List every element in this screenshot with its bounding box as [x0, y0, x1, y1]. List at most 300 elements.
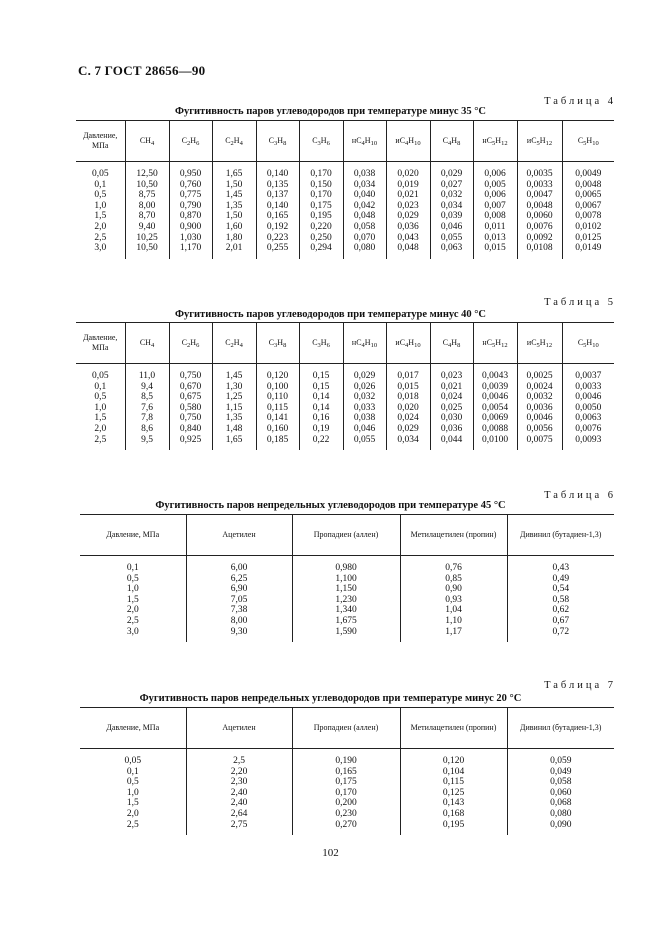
value-cell: 0,0048 [517, 201, 562, 212]
col-ch4: $CH_4$ [125, 323, 169, 364]
value-cell: 0,058 [507, 777, 614, 788]
value-cell: 10,50 [125, 180, 169, 191]
value-cell: 0,0063 [562, 413, 614, 424]
value-cell: 0,020 [386, 169, 430, 180]
col-acetylene: Ацетилен [186, 515, 292, 556]
table-7-label: Таблица 7 [544, 680, 616, 691]
value-cell: 0,024 [430, 392, 473, 403]
value-cell: 0,039 [430, 211, 473, 222]
value-cell: 0,068 [507, 798, 614, 809]
value-cell: 0,0054 [473, 403, 517, 414]
value-cell: 0,168 [400, 809, 507, 820]
value-cell: 0,032 [430, 190, 473, 201]
value-cell: 1,675 [292, 616, 400, 627]
value-cell: 0,0046 [517, 413, 562, 424]
pressure-cell: 0,05 [124, 756, 142, 766]
table-row [80, 777, 614, 788]
table-6-label: Таблица 6 [544, 490, 616, 501]
value-cell: 8,70 [125, 211, 169, 222]
col-pressure: Давление, МПа [76, 323, 125, 364]
value-cell: 0,19 [299, 424, 343, 435]
value-cell: 0,0025 [517, 371, 562, 382]
value-cell: 0,027 [430, 180, 473, 191]
value-cell: 9,5 [125, 435, 169, 451]
table-row [76, 169, 614, 180]
value-cell: 0,015 [473, 243, 517, 259]
pressure-cell: 0,1 [94, 179, 107, 190]
col-pressure: Давление, МПа [80, 515, 186, 556]
table-4 [76, 120, 614, 259]
value-cell: 0,195 [299, 211, 343, 222]
value-cell: 0,043 [386, 233, 430, 244]
value-cell: 0,024 [386, 413, 430, 424]
value-cell: 0,200 [292, 798, 400, 809]
value-cell: 1,80 [212, 233, 256, 244]
value-cell: 0,0075 [517, 435, 562, 451]
value-cell: 0,76 [400, 563, 507, 574]
table-row [80, 767, 614, 778]
pressure-cell: 1,5 [94, 211, 107, 222]
value-cell: 0,125 [400, 788, 507, 799]
value-cell: 0,0050 [562, 403, 614, 414]
value-cell: 0,058 [343, 222, 386, 233]
pressure-cell: 2,5 [94, 434, 107, 445]
value-cell: 0,165 [292, 767, 400, 778]
value-cell: 0,055 [430, 233, 473, 244]
pressure-cell: 3,0 [126, 626, 139, 637]
value-cell: 0,580 [169, 403, 212, 414]
value-cell: 0,0076 [562, 424, 614, 435]
value-cell: 0,0125 [562, 233, 614, 244]
table-row [76, 201, 614, 212]
table-5-label: Таблица 5 [544, 297, 616, 308]
value-cell: 0,0102 [562, 222, 614, 233]
table-row [80, 798, 614, 809]
value-cell: 0,0047 [517, 190, 562, 201]
value-cell: 0,14 [299, 392, 343, 403]
table-row [76, 190, 614, 201]
table-row [76, 222, 614, 233]
col-divinyl: Дивинил (бутадиен-1,3) [507, 708, 614, 749]
value-cell: 9,4 [125, 382, 169, 393]
pressure-cell: 1,0 [126, 787, 139, 798]
value-cell: 0,950 [169, 169, 212, 180]
value-cell: 0,140 [256, 169, 299, 180]
value-cell: 1,48 [212, 424, 256, 435]
value-cell: 0,100 [256, 382, 299, 393]
value-cell: 1,590 [292, 627, 400, 643]
value-cell: 1,170 [169, 243, 212, 259]
table-7 [80, 707, 614, 835]
value-cell: 8,00 [125, 201, 169, 212]
value-cell: 0,104 [400, 767, 507, 778]
value-cell: 8,6 [125, 424, 169, 435]
value-cell: 0,67 [507, 616, 614, 627]
value-cell: 0,140 [256, 201, 299, 212]
value-cell: 0,750 [169, 371, 212, 382]
value-cell: 0,150 [299, 180, 343, 191]
value-cell: 1,25 [212, 392, 256, 403]
value-cell: 1,50 [212, 180, 256, 191]
value-cell: 0,16 [299, 413, 343, 424]
value-cell: 0,059 [507, 756, 614, 767]
col-nc5h12: $нC_5H_{12}$ [473, 323, 517, 364]
col-methylacetylene: Метилацетилен (пропин) [400, 515, 507, 556]
value-cell: 2,40 [186, 788, 292, 799]
value-cell: 0,192 [256, 222, 299, 233]
pressure-cell: 0,1 [126, 563, 139, 573]
value-cell: 0,0033 [517, 180, 562, 191]
value-cell: 0,038 [343, 169, 386, 180]
value-cell: 0,006 [473, 169, 517, 180]
pressure-cell: 1,5 [94, 413, 107, 424]
value-cell: 0,0046 [562, 392, 614, 403]
value-cell: 0,0067 [562, 201, 614, 212]
value-cell: 1,30 [212, 382, 256, 393]
value-cell: 0,72 [507, 627, 614, 643]
table-row [80, 809, 614, 820]
value-cell: 0,0032 [517, 392, 562, 403]
value-cell: 0,230 [292, 809, 400, 820]
pressure-cell: 2,5 [126, 615, 139, 626]
value-cell: 0,223 [256, 233, 299, 244]
pressure-cell: 0,1 [94, 381, 107, 392]
value-cell: 0,137 [256, 190, 299, 201]
value-cell: 8,5 [125, 392, 169, 403]
value-cell: 1,150 [292, 584, 400, 595]
table-4-label: Таблица 4 [544, 96, 616, 107]
value-cell: 9,30 [186, 627, 292, 643]
value-cell: 0,160 [256, 424, 299, 435]
value-cell: 1,65 [212, 435, 256, 451]
table-row [76, 424, 614, 435]
value-cell: 0,110 [256, 392, 299, 403]
table-row [80, 574, 614, 585]
value-cell: 1,45 [212, 371, 256, 382]
col-ic5h12: $иC_5H_{12}$ [517, 323, 562, 364]
value-cell: 0,030 [430, 413, 473, 424]
value-cell: 0,011 [473, 222, 517, 233]
value-cell: 0,025 [430, 403, 473, 414]
value-cell: 2,01 [212, 243, 256, 259]
value-cell: 0,029 [386, 424, 430, 435]
value-cell: 0,143 [400, 798, 507, 809]
value-cell: 1,10 [400, 616, 507, 627]
value-cell: 0,840 [169, 424, 212, 435]
table-row [76, 392, 614, 403]
value-cell: 0,008 [473, 211, 517, 222]
value-cell: 0,870 [169, 211, 212, 222]
value-cell: 1,230 [292, 595, 400, 606]
col-c2h6: $C_2H_6$ [169, 323, 212, 364]
value-cell: 1,65 [212, 169, 256, 180]
table-row [80, 584, 614, 595]
value-cell: 0,038 [343, 413, 386, 424]
value-cell: 0,760 [169, 180, 212, 191]
value-cell: 10,25 [125, 233, 169, 244]
pressure-cell: 2,0 [126, 605, 139, 616]
col-c2h4: $C_2H_4$ [212, 121, 256, 162]
col-nc4h10: $нC_4H_{10}$ [343, 323, 386, 364]
value-cell: 0,170 [299, 169, 343, 180]
value-cell: 1,04 [400, 605, 507, 616]
value-cell: 0,15 [299, 382, 343, 393]
value-cell: 0,90 [400, 584, 507, 595]
value-cell: 0,0092 [517, 233, 562, 244]
table-5 [76, 322, 614, 450]
value-cell: 1,45 [212, 190, 256, 201]
value-cell: 0,775 [169, 190, 212, 201]
value-cell: 0,165 [256, 211, 299, 222]
col-c4h8: $C_4H_8$ [430, 323, 473, 364]
col-c5h10: $C_5H_{10}$ [562, 323, 614, 364]
page-number: 102 [322, 847, 339, 859]
table-row [76, 371, 614, 382]
pressure-cell: 0,5 [126, 777, 139, 788]
col-ch4: $CH_4$ [125, 121, 169, 162]
value-cell: 1,15 [212, 403, 256, 414]
col-propadiene: Пропадиен (аллен) [292, 515, 400, 556]
value-cell: 0,007 [473, 201, 517, 212]
value-cell: 0,029 [430, 169, 473, 180]
table-6-title: Фугитивность паров непредельных углеводородов при температуре 45 °C [155, 500, 506, 511]
value-cell: 0,675 [169, 392, 212, 403]
value-cell: 9,40 [125, 222, 169, 233]
table-6 [80, 514, 614, 642]
table-row [76, 435, 614, 451]
value-cell: 0,141 [256, 413, 299, 424]
value-cell: 0,0060 [517, 211, 562, 222]
pressure-cell: 2,5 [126, 819, 139, 830]
value-cell: 0,090 [507, 820, 614, 836]
value-cell: 0,021 [386, 190, 430, 201]
col-c3h8: $C_3H_8$ [256, 121, 299, 162]
value-cell: 0,015 [386, 382, 430, 393]
table-row [80, 820, 614, 836]
value-cell: 0,120 [256, 371, 299, 382]
value-cell: 2,40 [186, 798, 292, 809]
pressure-cell: 1,0 [94, 200, 107, 211]
col-c2h6: $C_2H_6$ [169, 121, 212, 162]
value-cell: 0,029 [343, 371, 386, 382]
value-cell: 0,044 [430, 435, 473, 451]
value-cell: 0,58 [507, 595, 614, 606]
value-cell: 0,036 [386, 222, 430, 233]
value-cell: 0,0046 [473, 392, 517, 403]
value-cell: 0,013 [473, 233, 517, 244]
table-row [80, 595, 614, 606]
pressure-cell: 0,5 [126, 573, 139, 584]
value-cell: 0,294 [299, 243, 343, 259]
value-cell: 0,175 [292, 777, 400, 788]
pressure-cell: 2,0 [94, 423, 107, 434]
col-acetylene: Ацетилен [186, 708, 292, 749]
value-cell: 1,50 [212, 211, 256, 222]
value-cell: 0,023 [386, 201, 430, 212]
table-row [76, 403, 614, 414]
value-cell: 1,100 [292, 574, 400, 585]
table-row [76, 211, 614, 222]
table-row [80, 627, 614, 643]
value-cell: 6,90 [186, 584, 292, 595]
value-cell: 0,048 [343, 211, 386, 222]
pressure-cell: 2,0 [126, 808, 139, 819]
value-cell: 0,0043 [473, 371, 517, 382]
value-cell: 1,17 [400, 627, 507, 643]
value-cell: 0,135 [256, 180, 299, 191]
value-cell: 0,93 [400, 595, 507, 606]
pressure-cell: 2,0 [94, 221, 107, 232]
value-cell: 0,0149 [562, 243, 614, 259]
col-propadiene: Пропадиен (аллен) [292, 708, 400, 749]
value-cell: 6,25 [186, 574, 292, 585]
value-cell: 0,042 [343, 201, 386, 212]
value-cell: 0,046 [343, 424, 386, 435]
value-cell: 0,85 [400, 574, 507, 585]
col-ic5h12: $иC_5H_{12}$ [517, 121, 562, 162]
value-cell: 0,0037 [562, 371, 614, 382]
col-pressure: Давление, МПа [80, 708, 186, 749]
pressure-cell: 1,5 [126, 798, 139, 809]
value-cell: 0,49 [507, 574, 614, 585]
table-row [76, 180, 614, 191]
value-cell: 0,046 [430, 222, 473, 233]
table-row [80, 616, 614, 627]
value-cell: 0,029 [386, 211, 430, 222]
value-cell: 2,5 [186, 756, 292, 767]
col-c3h6: $C_3H_6$ [299, 323, 343, 364]
col-c3h8: $C_3H_8$ [256, 323, 299, 364]
value-cell: 0,021 [430, 382, 473, 393]
table-row [80, 788, 614, 799]
value-cell: 0,005 [473, 180, 517, 191]
value-cell: 0,034 [386, 435, 430, 451]
value-cell: 0,14 [299, 403, 343, 414]
value-cell: 1,030 [169, 233, 212, 244]
col-c3h6: $C_3H_6$ [299, 121, 343, 162]
value-cell: 0,0039 [473, 382, 517, 393]
value-cell: 0,170 [292, 788, 400, 799]
table-row [76, 382, 614, 393]
value-cell: 0,070 [343, 233, 386, 244]
value-cell: 0,060 [507, 788, 614, 799]
pressure-cell: 0,05 [91, 169, 109, 179]
table-7-title: Фугитивность паров непредельных углеводородов при температуре минус 20 °C [139, 693, 522, 704]
value-cell: 0,049 [507, 767, 614, 778]
pressure-cell: 0,1 [126, 766, 139, 777]
value-cell: 0,055 [343, 435, 386, 451]
col-ic4h10: $иC_4H_{10}$ [386, 323, 430, 364]
col-c5h10: $C_5H_{10}$ [562, 121, 614, 162]
value-cell: 0,0076 [517, 222, 562, 233]
pressure-cell: 1,5 [126, 594, 139, 605]
value-cell: 0,026 [343, 382, 386, 393]
value-cell: 7,05 [186, 595, 292, 606]
value-cell: 0,220 [299, 222, 343, 233]
value-cell: 0,900 [169, 222, 212, 233]
col-nc5h12: $нC_5H_{12}$ [473, 121, 517, 162]
value-cell: 0,0108 [517, 243, 562, 259]
table-5-title: Фугитивность паров углеводородов при температуре минус 40 °C [174, 309, 487, 320]
pressure-cell: 1,0 [126, 584, 139, 595]
value-cell: 0,019 [386, 180, 430, 191]
value-cell: 12,50 [125, 169, 169, 180]
col-ic4h10: $иC_4H_{10}$ [386, 121, 430, 162]
value-cell: 0,0033 [562, 382, 614, 393]
value-cell: 0,033 [343, 403, 386, 414]
value-cell: 7,38 [186, 605, 292, 616]
pressure-cell: 0,05 [91, 371, 109, 381]
col-nc4h10: $нC_4H_{10}$ [343, 121, 386, 162]
table-row [76, 413, 614, 424]
col-c2h4: $C_2H_4$ [212, 323, 256, 364]
page-header: С. 7 ГОСТ 28656—90 [78, 63, 206, 78]
col-methylacetylene: Метилацетилен (пропин) [400, 708, 507, 749]
value-cell: 10,50 [125, 243, 169, 259]
value-cell: 0,036 [430, 424, 473, 435]
value-cell: 0,62 [507, 605, 614, 616]
table-row [76, 243, 614, 259]
table-4-title: Фугитивность паров углеводородов при температуре минус 35 °C [174, 106, 487, 117]
value-cell: 0,0093 [562, 435, 614, 451]
value-cell: 0,170 [299, 190, 343, 201]
value-cell: 0,925 [169, 435, 212, 451]
value-cell: 1,60 [212, 222, 256, 233]
value-cell: 2,64 [186, 809, 292, 820]
value-cell: 0,0036 [517, 403, 562, 414]
value-cell: 7,8 [125, 413, 169, 424]
value-cell: 0,023 [430, 371, 473, 382]
value-cell: 0,115 [256, 403, 299, 414]
col-c4h8: $C_4H_8$ [430, 121, 473, 162]
value-cell: 2,75 [186, 820, 292, 836]
value-cell: 0,0088 [473, 424, 517, 435]
value-cell: 0,006 [473, 190, 517, 201]
value-cell: 0,0065 [562, 190, 614, 201]
value-cell: 0,250 [299, 233, 343, 244]
value-cell: 0,080 [343, 243, 386, 259]
pressure-cell: 3,0 [94, 243, 107, 254]
pressure-cell: 0,5 [94, 392, 107, 403]
value-cell: 0,115 [400, 777, 507, 788]
value-cell: 0,063 [430, 243, 473, 259]
value-cell: 6,00 [186, 563, 292, 574]
value-cell: 0,0069 [473, 413, 517, 424]
value-cell: 7,6 [125, 403, 169, 414]
value-cell: 0,0078 [562, 211, 614, 222]
value-cell: 0,0100 [473, 435, 517, 451]
value-cell: 0,175 [299, 201, 343, 212]
value-cell: 0,190 [292, 756, 400, 767]
table-row [80, 605, 614, 616]
value-cell: 0,980 [292, 563, 400, 574]
value-cell: 0,22 [299, 435, 343, 451]
value-cell: 0,54 [507, 584, 614, 595]
value-cell: 0,0035 [517, 169, 562, 180]
value-cell: 0,0024 [517, 382, 562, 393]
value-cell: 0,080 [507, 809, 614, 820]
value-cell: 0,034 [343, 180, 386, 191]
table-row [80, 756, 614, 767]
value-cell: 0,020 [386, 403, 430, 414]
value-cell: 0,0049 [562, 169, 614, 180]
value-cell: 0,670 [169, 382, 212, 393]
value-cell: 0,185 [256, 435, 299, 451]
value-cell: 0,040 [343, 190, 386, 201]
value-cell: 0,120 [400, 756, 507, 767]
value-cell: 1,35 [212, 413, 256, 424]
value-cell: 0,032 [343, 392, 386, 403]
